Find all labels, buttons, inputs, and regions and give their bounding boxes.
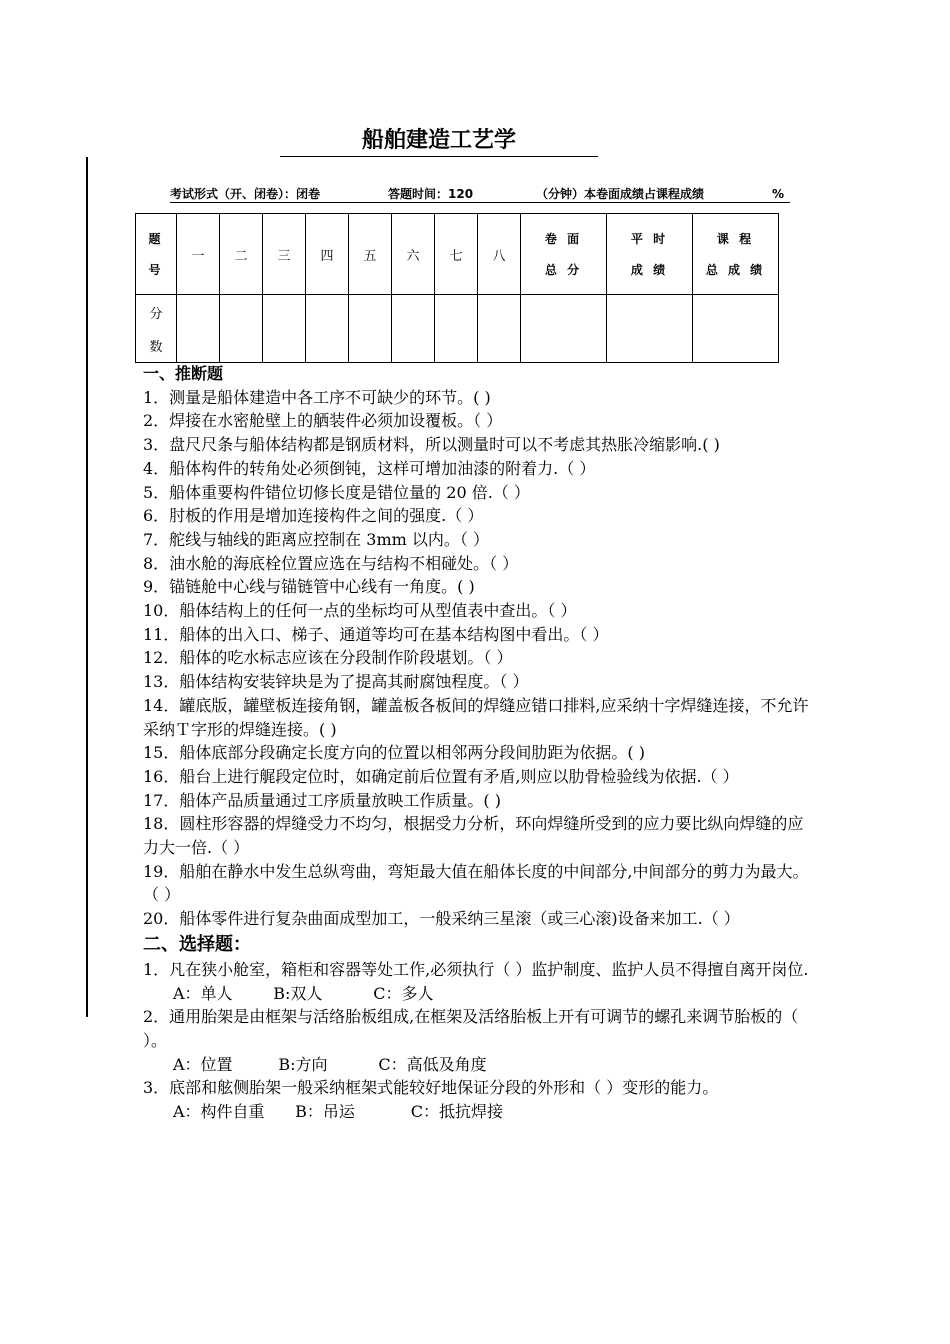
choice-options: A：位置 B:方向 C：高低及角度 <box>173 1054 487 1074</box>
question: 17．船体产品质量通过工序质量放映工作质量。( ) <box>143 790 501 810</box>
exam-form: 考试形式（开、闭卷）：闭卷 <box>170 187 321 201</box>
cell-numeral: 一 <box>177 214 220 295</box>
score-cell <box>435 295 478 363</box>
cell-numeral: 三 <box>263 214 306 295</box>
cell-numeral: 五 <box>349 214 392 295</box>
score-cell <box>263 295 306 363</box>
choice-question: 2．通用胎架是由框架与活络胎板组成,在框架及活络胎板上开有可调节的螺孔来调节胎板的（ ）。 <box>143 1007 799 1050</box>
score-cell <box>177 295 220 363</box>
question: 4．船体构件的转角处必须倒钝，这样可增加油漆的附着力.（ ） <box>143 458 596 478</box>
question: 11．船体的出入口、梯子、通道等均可在基本结构图中看出。（ ） <box>143 624 609 644</box>
cell-question-no-label: 题 号 <box>136 214 177 295</box>
question: 16．船台上进行艉段定位时，如确定前后位置有矛盾,则应以肋骨检验线为依据.（ ） <box>143 766 739 786</box>
question: 9．锚链舱中心线与锚链管中心线有一角度。( ) <box>143 577 475 597</box>
exam-time: 答题时间：120 <box>388 187 474 201</box>
question: 2．焊接在水密舱壁上的舾装件必须加设覆板。（ ） <box>143 411 503 431</box>
cell-numeral: 八 <box>478 214 521 295</box>
cell-usual-score-label: 平 时 成 绩 <box>607 214 693 295</box>
question: 19．船舶在静水中发生总纵弯曲，弯矩最大值在船体长度的中间部分,中间部分的剪力为最大。（ ） <box>143 861 809 905</box>
score-cell <box>478 295 521 363</box>
binding-margin-line <box>86 157 88 1017</box>
cell-numeral: 四 <box>306 214 349 295</box>
question: 1．测量是船体建造中各工序不可缺少的环节。( ) <box>143 387 491 407</box>
score-cell <box>693 295 779 363</box>
choice-options: A：单人 B:双人 C：多人 <box>173 983 434 1003</box>
exam-percent: % <box>772 187 785 201</box>
exam-content <box>143 362 815 1124</box>
choice-options: A：构件自重 B：吊运 C：抵抗焊接 <box>173 1102 504 1122</box>
score-table <box>135 213 779 363</box>
question: 13．船体结构安装锌块是为了提高其耐腐蚀程度。（ ） <box>143 672 529 692</box>
cell-numeral: 七 <box>435 214 478 295</box>
cell-numeral: 六 <box>392 214 435 295</box>
cell-numeral: 二 <box>220 214 263 295</box>
question: 12．船体的吃水标志应该在分段制作阶段堪划。（ ） <box>143 648 513 668</box>
exam-info-line <box>170 187 790 203</box>
question: 10．船体结构上的任何一点的坐标均可从型值表中查出。（ ） <box>143 601 577 621</box>
score-cell <box>306 295 349 363</box>
question: 15．船体底部分段确定长度方向的位置以相邻两分段间肋距为依据。( ) <box>143 743 645 763</box>
exam-weight: （分钟）本卷面成绩占课程成绩 <box>536 187 705 201</box>
question: 5．船体重要构件错位切修长度是错位量的 20 倍.（ ） <box>143 482 530 502</box>
score-cell <box>607 295 693 363</box>
score-table-score-row <box>136 295 779 363</box>
page-title: 船舶建造工艺学 <box>280 128 598 157</box>
score-cell <box>349 295 392 363</box>
question: 20．船体零件进行复杂曲面成型加工，一般采纳三星滚（或三心滚)设备来加工.（ ） <box>143 909 740 929</box>
question: 18．圆柱形容器的焊缝受力不均匀，根据受力分析，环向焊缝所受到的应力要比纵向焊缝的应力大一倍.（ ） <box>143 814 804 858</box>
choice-question: 3．底部和舷侧胎架一般采纳框架式能较好地保证分段的外形和（ ）变形的能力。 <box>143 1078 719 1098</box>
question: 14．罐底版，罐壁板连接角钢，罐盖板各板间的焊缝应错口排料,应采纳十字焊缝连接，不允许采纳Ｔ字形的焊缝连接。( ) <box>143 695 809 739</box>
score-cell <box>521 295 607 363</box>
cell-course-total-label: 课 程 总 成 绩 <box>693 214 779 295</box>
cell-score-label: 分 数 <box>136 295 177 363</box>
cell-paper-total-label: 卷 面 总 分 <box>521 214 607 295</box>
question: 8．油水舱的海底栓位置应选在与结构不相碰处。（ ） <box>143 553 519 573</box>
score-table-header-row <box>136 214 779 295</box>
section-heading-judgement: 一、推断题 <box>143 364 224 383</box>
choice-question: 1．凡在狭小舱室，箱柜和容器等处工作,必须执行（ ）监护制度、监护人员不得擅自离开岗位. <box>143 959 809 979</box>
section-heading-choice: 二、选择题： <box>143 933 251 955</box>
question: 7．舵线与轴线的距离应控制在 3mm 以内。（ ） <box>143 529 489 549</box>
question: 3．盘尺尺条与船体结构都是钢质材料，所以测量时可以不考虑其热胀冷缩影响.( ) <box>143 435 720 455</box>
score-cell <box>220 295 263 363</box>
question: 6．肘板的作用是增加连接构件之间的强度.（ ） <box>143 506 484 526</box>
score-cell <box>392 295 435 363</box>
